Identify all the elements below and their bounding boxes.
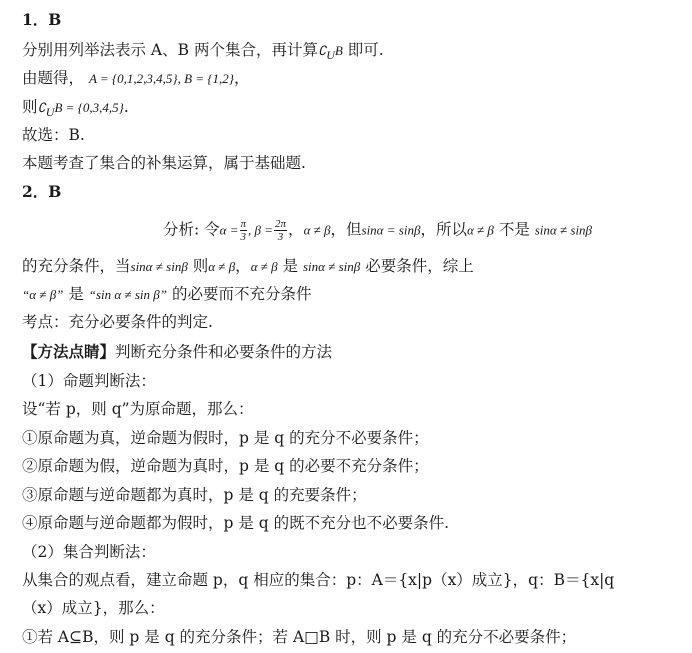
q1-line3-prefix: 则 [22,98,38,116]
q2-line2-comma: ， [235,257,251,275]
q1-line1 [22,40,384,65]
q1-summary: 本题考查了集合的补集运算，属于基础题. [22,154,306,172]
method-title: 方法点睛 [37,342,100,361]
q2-answer-label: 2．B [22,182,62,201]
method-1-case-3: ③原命题与逆命题都为真时，p 是 q 的充要条件； [22,486,367,504]
method-1-intro: 设“若 p，则 q”为原命题，那么： [22,400,254,418]
q2-frac-pi-3 [240,218,248,243]
q1-line2-sets: A = {0,1,2,3,4,5}, B = {1,2} [88,71,234,86]
q1-line3-result: B = {0,3,4,5} [54,100,124,115]
q2-line2-end: 必要条件，综上 [360,257,474,275]
method-rest: 判断充分条件和必要条件的方法 [115,343,333,361]
q2-line2-anb: α ≠ β [208,259,236,274]
q2-analysis-line2 [22,256,474,277]
q2-but: ，但 [330,220,362,239]
q2-line2-then: 则 [187,257,209,275]
method-2-title: （2）集合判断法： [22,543,156,561]
q2-line3-is: 是 [63,285,89,303]
q1-line3-end: . [123,98,129,116]
q2-frac1-num: π [240,218,247,230]
q1-choice: 故选：B. [22,126,85,144]
method-bracket-open: 【 [22,343,38,361]
q2-line3-quote2: “sin α ≠ sin β” [88,287,168,302]
q2-alpha-neq-beta-2: α ≠ β [466,222,494,238]
method-1-case-1: ①原命题为真，逆命题为假时，p 是 q 的充分不必要条件； [22,429,429,447]
q2-alpha-eq: α = [219,222,239,238]
q2-alpha-neq-beta: α ≠ β [303,222,331,238]
q2-beta-eq: , β = [248,222,274,238]
method-2-case-1: ①若 A⊆B，则 p 是 q 的充分条件；若 A□B 时，则 p 是 q 的充分不必要条件； [22,628,577,646]
q1-line3-complement: ∁ [37,100,46,115]
q1-line1-sub: U [326,48,335,63]
q2-analysis-prefix: 分析: 令 [163,220,220,239]
method-1-case-2: ②原命题为假，逆命题为真时，p 是 q 的必要不充分条件； [22,457,429,475]
q2-line2-is: 是 [277,257,303,275]
q1-line3-sub: U [45,105,55,120]
q2-analysis-line3 [22,284,311,305]
q2-so: ，所以 [420,220,467,239]
q1-line1-end: 即可. [342,41,384,59]
method-2-intro-cont: （x）成立}，那么： [22,599,165,617]
q2-comma1: ， [288,220,304,239]
q1-line2-end: ， [233,69,250,87]
q2-frac2-den: 3 [277,231,284,243]
q1-line3 [22,97,129,122]
q2-line2-sin-neq2: sinα ≠ sinβ [302,259,361,274]
q1-line2-prefix: 由题得， [22,69,85,87]
method-bracket-close: 】 [99,343,116,361]
q2-frac-2pi-3 [274,218,287,243]
q2-sin-neq: sinα ≠ sinβ [534,222,593,238]
q2-line2-a: 的充分条件，当 [22,257,131,275]
method-2-intro: 从集合的观点看，建立命题 p，q 相应的集合：p：A＝{x|p（x）成立}，q：B＝{x|q [22,571,615,589]
method-1-case-4: ④原命题与逆命题都为假时，p 是 q 的既不充分也不必要条件. [22,514,450,532]
q2-analysis-line1 [163,218,592,243]
q1-line1-text: 分别用列举法表示 A、B 两个集合，再计算 [22,41,318,59]
q2-line3-quote1: “α ≠ β” [22,287,64,302]
q2-frac1-den: 3 [240,231,247,243]
q1-line2 [22,68,249,89]
q2-frac2-num: 2π [275,218,287,230]
q2-not: 不是 [493,220,535,239]
q2-line2-sin-neq: sinα ≠ sinβ [130,259,188,274]
q1-answer-label: 1．B [22,10,62,29]
q2-line2-anb2: α ≠ β [250,259,278,274]
q2-method-heading [22,342,332,362]
q2-kaodian: 考点：充分必要条件的判定. [22,313,213,331]
q2-sin-eq: sinα = sinβ [361,222,421,238]
q1-line1-complement: ∁ [317,43,327,58]
q1-line1-b: B [334,43,343,58]
q2-line3-end: 的必要而不充分条件 [167,285,312,303]
method-1-title: （1）命题判断法： [22,372,156,390]
